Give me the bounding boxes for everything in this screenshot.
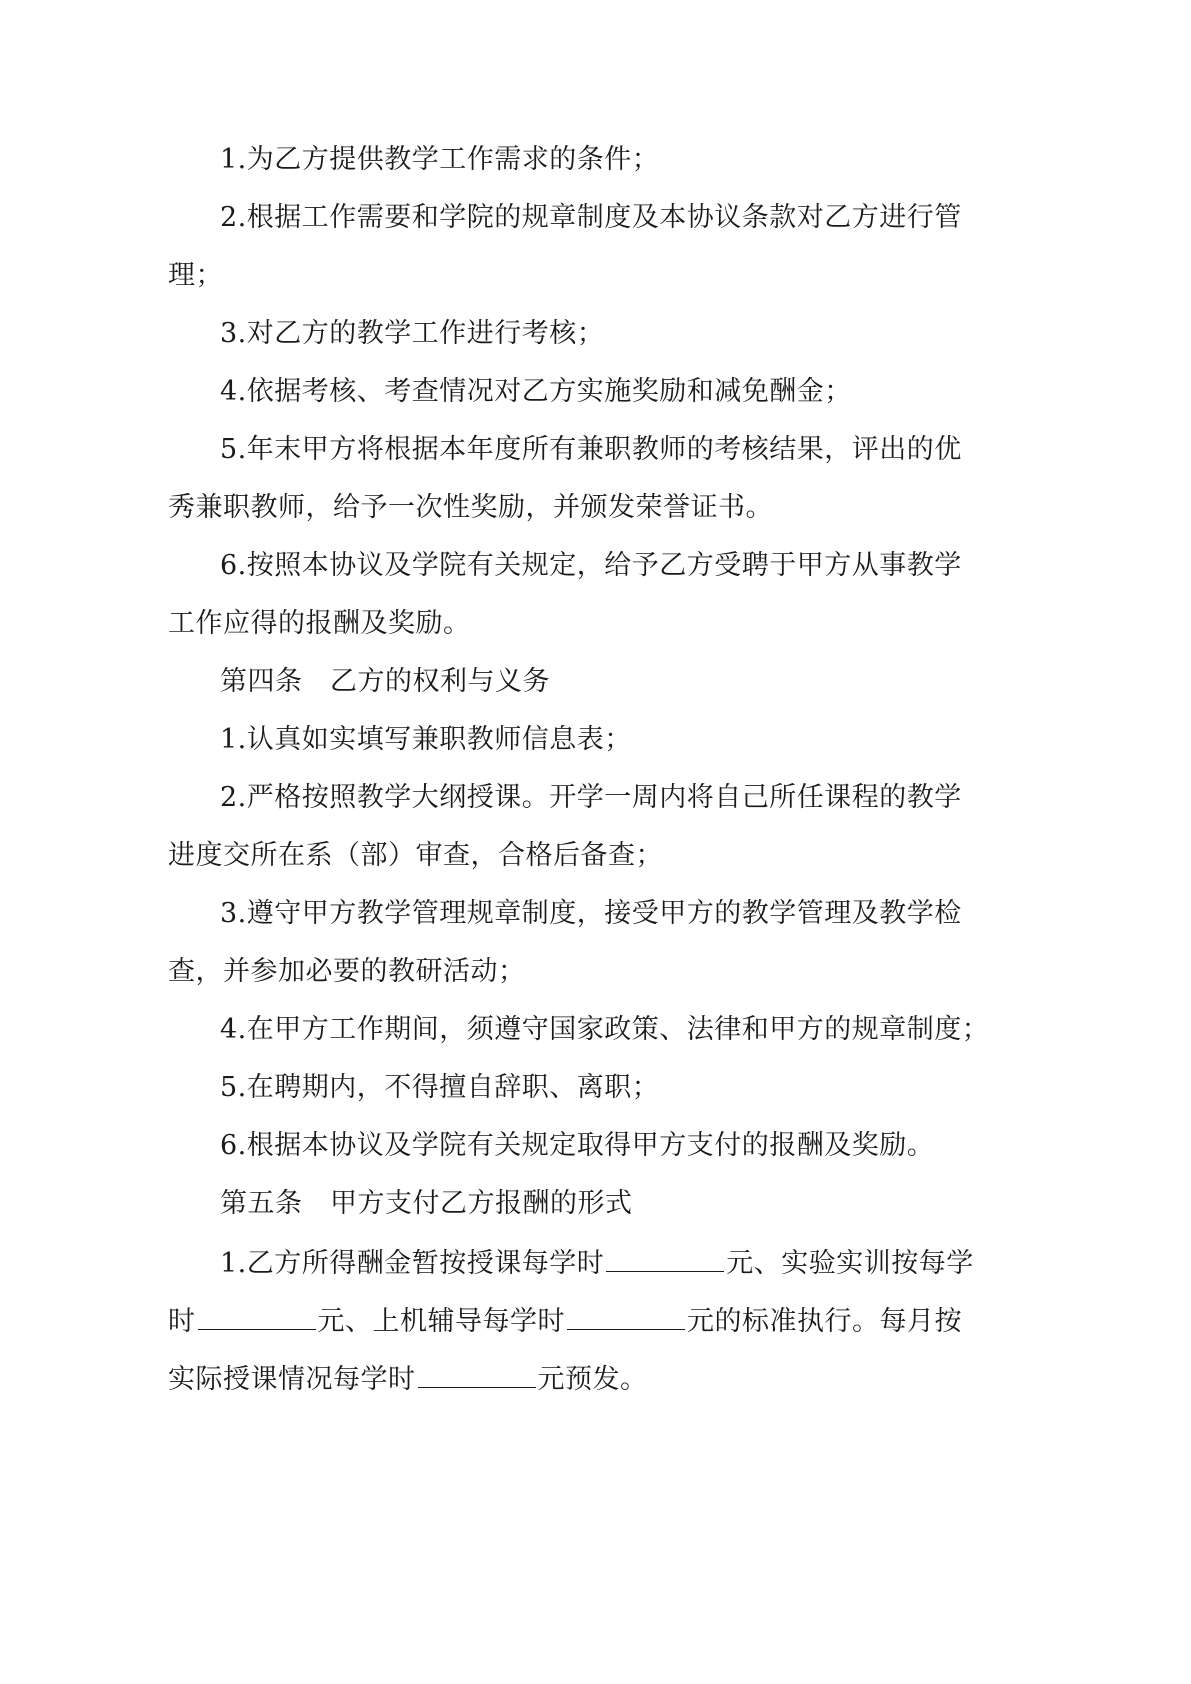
paragraph-line: 6.根据本协议及学院有关规定取得甲方支付的报酬及奖励。 <box>220 1130 935 1161</box>
fill-in-blank[interactable] <box>198 1303 316 1330</box>
payment-text: 实际授课情况每学时 <box>168 1364 416 1395</box>
paragraph-line: 4.依据考核、考查情况对乙方实施奖励和减免酬金； <box>220 376 852 407</box>
payment-line-2 <box>168 1303 962 1339</box>
paragraph-line: 进度交所在系（部）审查，合格后备查； <box>168 840 663 871</box>
payment-text: 元的标准执行。每月按 <box>687 1306 962 1337</box>
paragraph-line: 秀兼职教师，给予一次性奖励，并颁发荣誉证书。 <box>168 492 773 523</box>
paragraph-line: 3.遵守甲方教学管理规章制度，接受甲方的教学管理及教学检 <box>220 898 962 929</box>
payment-text: 元预发。 <box>537 1364 648 1395</box>
paragraph-line: 6.按照本协议及学院有关规定，给予乙方受聘于甲方从事教学 <box>220 550 962 581</box>
paragraph-line: 查，并参加必要的教研活动； <box>168 956 526 987</box>
paragraph-line: 5.年末甲方将根据本年度所有兼职教师的考核结果，评出的优 <box>220 434 962 465</box>
payment-text: 时 <box>168 1306 196 1337</box>
paragraph-line: 2.严格按照教学大纲授课。开学一周内将自己所任课程的教学 <box>220 782 962 813</box>
paragraph-line: 5.在聘期内，不得擅自辞职、离职； <box>220 1072 660 1103</box>
payment-line-1 <box>220 1245 974 1281</box>
payment-text: 元、上机辅导每学时 <box>317 1306 565 1337</box>
payment-line-3 <box>168 1361 648 1397</box>
payment-text: 1.乙方所得酬金暂按授课每学时 <box>220 1248 605 1279</box>
paragraph-line: 理； <box>168 260 223 291</box>
paragraph-line: 2.根据工作需要和学院的规章制度及本协议条款对乙方进行管 <box>220 202 962 233</box>
paragraph-line: 4.在甲方工作期间，须遵守国家政策、法律和甲方的规章制度； <box>220 1014 990 1045</box>
paragraph-line: 1.认真如实填写兼职教师信息表； <box>220 724 632 755</box>
paragraph-line: 工作应得的报酬及奖励。 <box>168 608 471 639</box>
paragraph-line: 3.对乙方的教学工作进行考核； <box>220 318 605 349</box>
fill-in-blank[interactable] <box>606 1245 724 1272</box>
paragraph-line: 1.为乙方提供教学工作需求的条件； <box>220 144 660 175</box>
article-5-heading: 第五条 甲方支付乙方报酬的形式 <box>220 1188 633 1219</box>
fill-in-blank[interactable] <box>567 1303 685 1330</box>
payment-text: 元、实验实训按每学 <box>726 1248 974 1279</box>
fill-in-blank[interactable] <box>418 1361 536 1388</box>
article-4-heading: 第四条 乙方的权利与义务 <box>220 666 550 697</box>
